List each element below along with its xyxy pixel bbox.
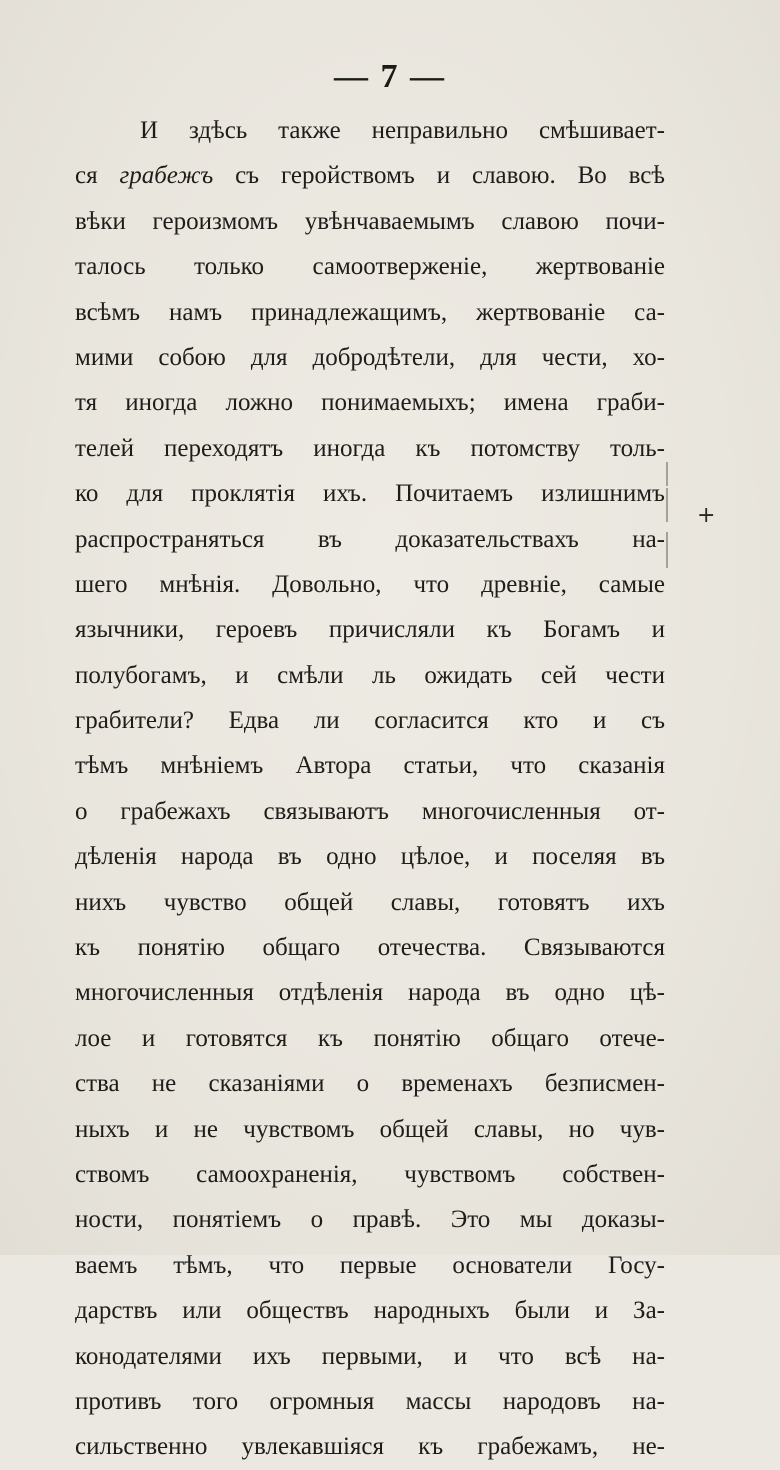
text-run: многочисленныя отдѣленія народа въ одно цѣ- xyxy=(75,979,665,1007)
text-line xyxy=(75,834,665,879)
text-line xyxy=(75,607,665,652)
text-run: ствомъ самоохраненія, чувствомъ собствен- xyxy=(75,1160,665,1188)
text-line xyxy=(75,335,665,380)
text-run: полубогамъ, и смѣли ль ожидать сей чести xyxy=(75,661,665,689)
text-line xyxy=(75,1243,665,1288)
text-line xyxy=(75,108,665,153)
text-run: ства не сказаніями о временахъ безписмен- xyxy=(75,1070,665,1098)
text-line xyxy=(75,1016,665,1061)
text-run: конодателями ихъ первыми, и что всѣ на- xyxy=(75,1342,665,1370)
text-line xyxy=(75,1061,665,1106)
text-line xyxy=(75,290,665,335)
text-run: всѣмъ намъ принадлежащимъ, жертвованіе са- xyxy=(75,298,665,326)
text-run: шего мнѣнія. Довольно, что древніе, самые xyxy=(75,570,665,598)
text-run: талось только самоотверженіе, жертвованіе xyxy=(75,253,665,281)
text-line xyxy=(75,1288,665,1333)
text-line xyxy=(75,1379,665,1424)
text-run: язычники, героевъ причисляли къ Богамъ и xyxy=(75,616,665,644)
margin-rule-middle xyxy=(666,488,668,522)
text-line xyxy=(75,789,665,834)
text-line xyxy=(75,1334,665,1379)
text-line xyxy=(75,743,665,788)
text-run: мими собою для добродѣтели, для чести, хо- xyxy=(75,343,665,371)
text-run: тя иногда ложно понимаемыхъ; имена граби- xyxy=(75,389,665,417)
text-run: дѣленія народа въ одно цѣлое, и поселяя въ xyxy=(75,843,665,871)
text-run: вѣки героизмомъ увѣнчаваемымъ славою почи- xyxy=(75,207,665,235)
margin-rule-lower xyxy=(666,532,668,568)
text-run: ваемъ тѣмъ, что первые основатели Госу- xyxy=(75,1251,665,1279)
text-line xyxy=(75,562,665,607)
text-line xyxy=(75,970,665,1015)
text-line xyxy=(75,1197,665,1242)
text-line xyxy=(75,517,665,562)
text-line xyxy=(75,698,665,743)
text-line xyxy=(75,880,665,925)
text-line xyxy=(75,153,665,198)
margin-cross-mark: + xyxy=(697,503,716,528)
text-run: сильственно увлекавшіяся къ грабежамъ, не- xyxy=(75,1433,665,1461)
text-line xyxy=(75,653,665,698)
text-run: ности, понятіемъ о правѣ. Это мы доказы- xyxy=(75,1206,665,1234)
text-run: грабители? Едва ли согласится кто и съ xyxy=(75,707,665,735)
text-run: нихъ чувство общей славы, готовятъ ихъ xyxy=(75,888,665,916)
text-line xyxy=(75,1107,665,1152)
text-run: дарствъ или обществъ народныхъ были и За- xyxy=(75,1297,665,1325)
text-run: ныхъ и не чувствомъ общей славы, но чув- xyxy=(75,1115,665,1143)
text-line xyxy=(75,426,665,471)
text-line xyxy=(75,244,665,289)
text-line xyxy=(75,471,665,516)
text-run: И здѣсь также неправильно смѣшивает- xyxy=(140,117,665,144)
text-run: съ геройствомъ и славою. Во всѣ xyxy=(213,162,665,190)
italic-text-run: грабежъ xyxy=(119,162,214,190)
text-run: телей переходятъ иногда къ потомству толь- xyxy=(75,434,665,462)
text-run: къ понятію общаго отечества. Связываются xyxy=(75,934,665,962)
text-run: ко для проклятія ихъ. Почитаемъ излишнимъ xyxy=(75,480,665,508)
page-number: — 7 — xyxy=(334,58,446,95)
text-line xyxy=(75,380,665,425)
text-line xyxy=(75,199,665,244)
text-run: о грабежахъ связываютъ многочисленныя от- xyxy=(75,797,665,825)
text-line xyxy=(75,925,665,970)
text-line xyxy=(75,1424,665,1469)
text-run: распространяться въ доказательствахъ на- xyxy=(75,525,665,553)
text-run: лое и готовятся къ понятію общаго отече- xyxy=(75,1024,665,1052)
margin-rule-upper xyxy=(666,462,668,486)
body-text xyxy=(75,108,665,1470)
text-run: ся xyxy=(75,162,120,190)
text-run: тѣмъ мнѣніемъ Автора статьи, что сказанія xyxy=(75,752,665,780)
text-run: противъ того огромныя массы народовъ на- xyxy=(75,1387,665,1415)
text-line xyxy=(75,1152,665,1197)
